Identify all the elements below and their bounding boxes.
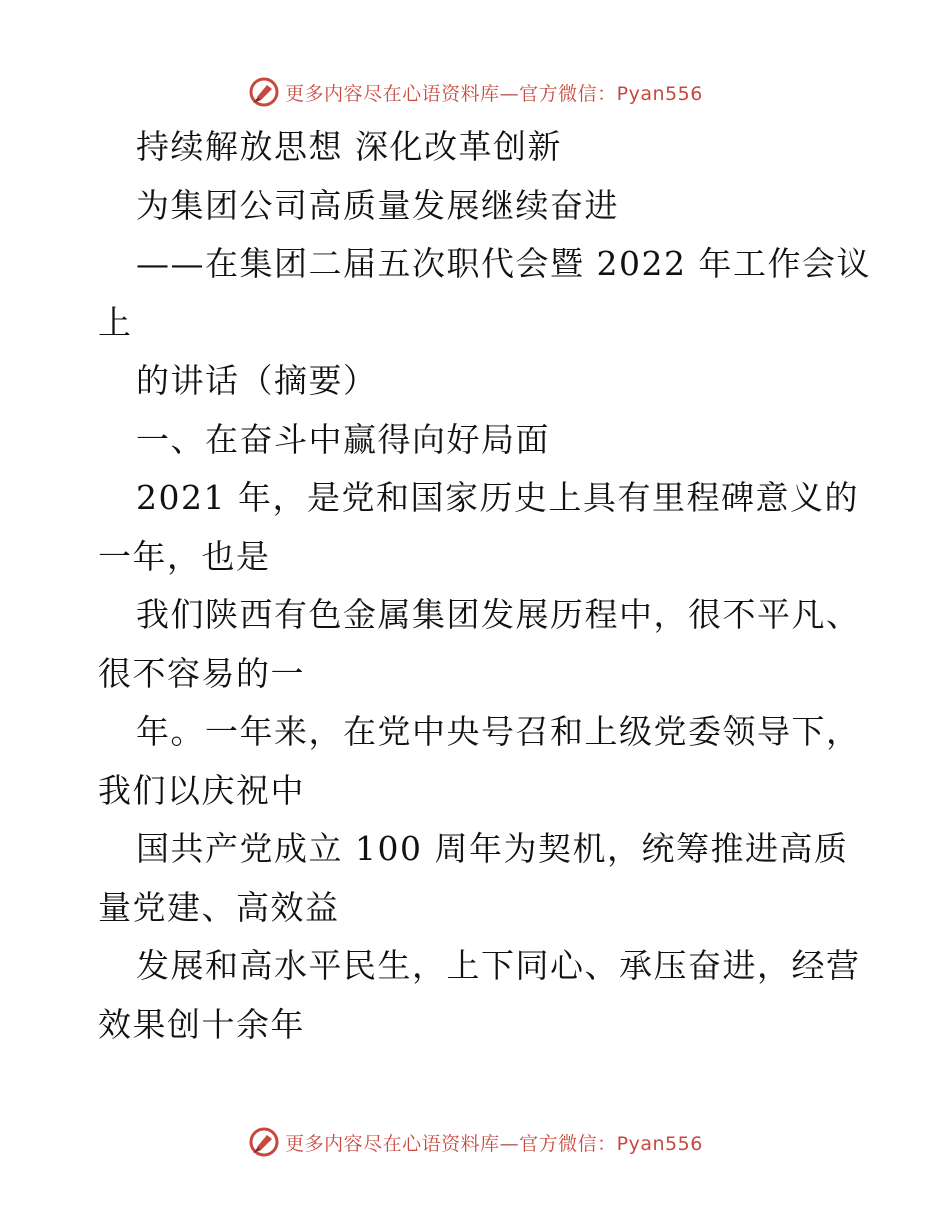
text-line: 量党建、高效益 — [98, 887, 340, 927]
text-line: 持续解放思想 深化改革创新 — [136, 127, 562, 166]
text-line: 国共产党成立 100 周年为契机，统筹推进高质 — [136, 829, 849, 868]
text-line: 的讲话（摘要） — [136, 361, 378, 400]
watermark-main-text: 更多内容尽在心语资料库 — [285, 82, 500, 105]
watermark-separator: — — [499, 1132, 520, 1155]
text-line: 为集团公司高质量发展继续奋进 — [136, 185, 619, 225]
text-line: 我们陕西有色金属集团发展历程中，很不平凡、 — [136, 595, 861, 634]
text-line: 很不容易的一 — [98, 653, 305, 693]
watermark-wechat-text: 官方微信：Pyan556 — [519, 1132, 703, 1155]
text-line: 发展和高水平民生，上下同心、承压奋进，经营 — [136, 946, 861, 985]
watermark-main-text: 更多内容尽在心语资料库 — [285, 1132, 500, 1155]
text-line: 一年，也是 — [98, 536, 271, 576]
header-watermark — [0, 72, 950, 112]
text-line: 年。一年来，在党中央号召和上级党委领导下， — [136, 712, 861, 751]
pen-nib-logo-icon — [247, 75, 281, 109]
text-line: ——在集团二届五次职代会暨 2022 年工作会议 — [136, 244, 871, 283]
pen-nib-logo-icon — [247, 1125, 281, 1159]
watermark-text — [285, 1129, 703, 1156]
watermark-separator: — — [499, 82, 520, 105]
footer-watermark — [0, 1122, 950, 1162]
text-line: 我们以庆祝中 — [98, 770, 305, 810]
text-line: 效果创十余年 — [98, 1004, 305, 1044]
text-line: 一、在奋斗中赢得向好局面 — [136, 419, 550, 459]
text-line: 2021 年，是党和国家历史上具有里程碑意义的 — [136, 478, 859, 517]
text-line: 上 — [98, 302, 133, 342]
document-body — [98, 118, 871, 1054]
watermark-text — [285, 79, 703, 106]
watermark-wechat-text: 官方微信：Pyan556 — [519, 82, 703, 105]
